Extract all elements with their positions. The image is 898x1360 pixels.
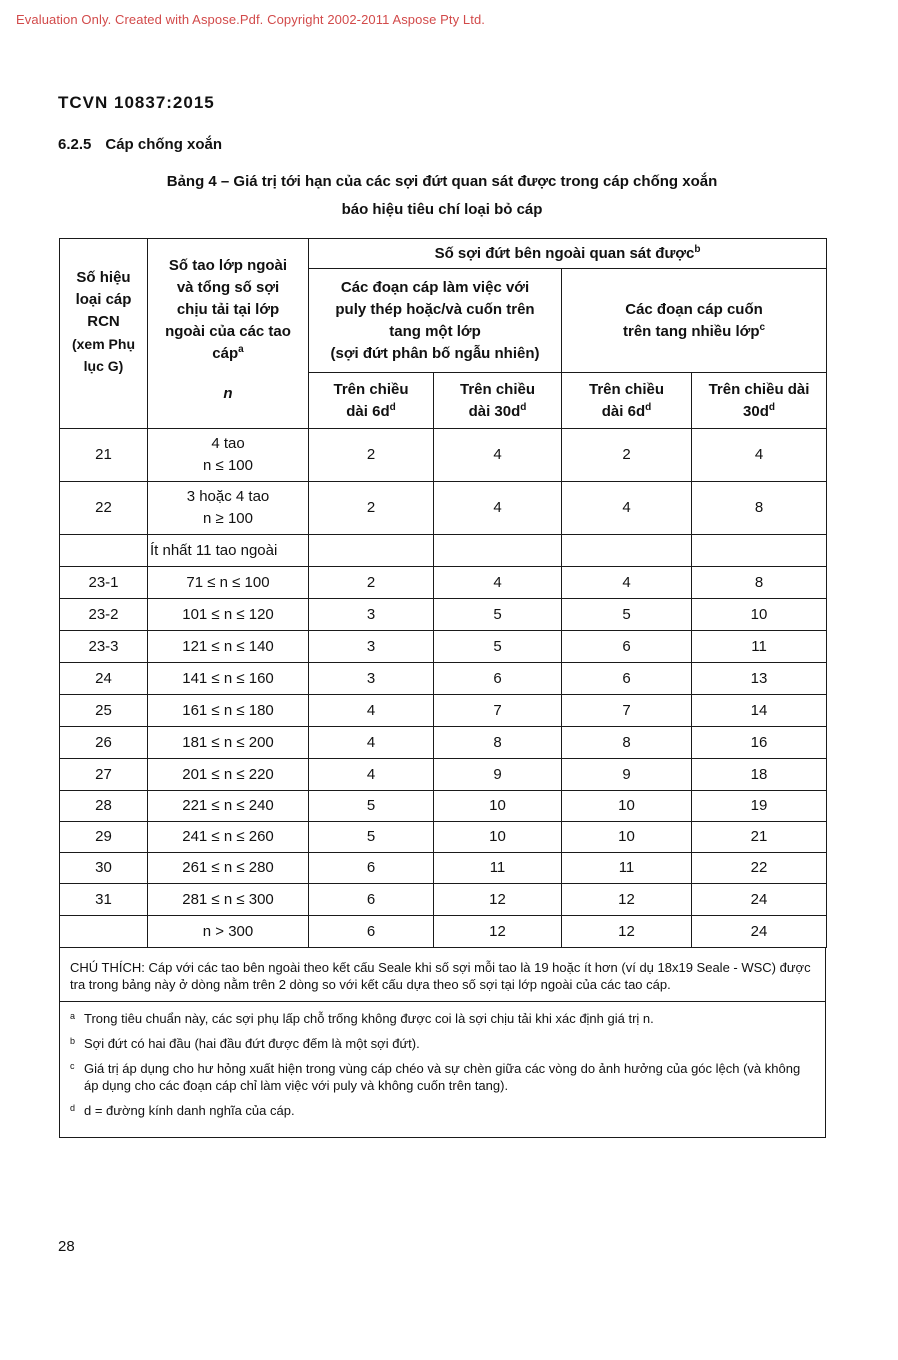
cell-wire-count-line: Ít nhất 11 tao ngoài xyxy=(150,541,278,559)
page-number: 28 xyxy=(58,1238,75,1255)
cell-broken-wires: 7 xyxy=(562,695,692,727)
header-strands-line: và tổng số sợi xyxy=(176,279,280,296)
cell-broken-wires: 4 xyxy=(434,482,562,535)
table-row xyxy=(60,482,827,535)
cell-broken-wires xyxy=(692,535,827,567)
cell-broken-wires: 13 xyxy=(692,663,827,695)
header-rcn-sub: lục G) xyxy=(83,358,124,374)
cell-broken-wires: 11 xyxy=(692,631,827,663)
cell-broken-wires xyxy=(309,535,434,567)
cell-wire-count xyxy=(148,663,309,695)
cell-rcn: 23-2 xyxy=(60,599,148,631)
header-strands-line: ngoài của các tao xyxy=(165,323,291,340)
cell-rcn: 30 xyxy=(60,853,148,884)
cell-broken-wires: 6 xyxy=(562,631,692,663)
cell-broken-wires: 11 xyxy=(562,853,692,884)
cell-broken-wires: 8 xyxy=(562,727,692,759)
cell-wire-count-line: 101 ≤ n ≤ 120 xyxy=(182,605,274,623)
cell-broken-wires: 4 xyxy=(562,567,692,599)
header-length-30d-single: Trên chiều dài $30d^d$ xyxy=(434,373,562,429)
cell-broken-wires: 10 xyxy=(692,599,827,631)
cell-broken-wires: 5 xyxy=(434,599,562,631)
cell-wire-count xyxy=(148,853,309,884)
cell-wire-count-line: 201 ≤ n ≤ 220 xyxy=(182,765,274,783)
cell-broken-wires: 2 xyxy=(309,429,434,482)
cell-wire-count xyxy=(148,429,309,482)
header-strands-line: chịu tải tại lớp xyxy=(176,301,280,318)
cell-wire-count-line: 261 ≤ n ≤ 280 xyxy=(182,859,274,876)
cell-rcn: 26 xyxy=(60,727,148,759)
cell-broken-wires: 19 xyxy=(692,791,827,822)
section-title: Cáp chống xoắn xyxy=(105,136,223,153)
cell-wire-count xyxy=(148,535,309,567)
cell-rcn: 25 xyxy=(60,695,148,727)
header-rcn-line: RCN xyxy=(87,313,120,330)
footnote-text: Giá trị áp dụng cho hư hỏng xuất hiện trong vùng cáp chéo và sự chèn giữa các vòng do ảnh hưởng của góc lệch (và không áp dụng cho các đoạn cáp chỉ làm việc với puly và không cuốn trên tang). xyxy=(84,1061,801,1093)
cell-wire-count xyxy=(148,695,309,727)
cell-wire-count xyxy=(148,482,309,535)
cell-broken-wires: 6 xyxy=(309,853,434,884)
table-row xyxy=(60,663,827,695)
cell-broken-wires: 4 xyxy=(309,727,434,759)
cell-broken-wires: 2 xyxy=(309,482,434,535)
cell-broken-wires: 5 xyxy=(309,822,434,853)
cell-broken-wires: 12 xyxy=(434,916,562,948)
cell-broken-wires: 4 xyxy=(309,695,434,727)
table-row xyxy=(60,631,827,663)
cell-broken-wires: 10 xyxy=(434,791,562,822)
table-row xyxy=(60,822,827,853)
cell-broken-wires: 10 xyxy=(434,822,562,853)
cell-broken-wires: 3 xyxy=(309,631,434,663)
footnote xyxy=(70,1102,815,1119)
header-multi-layer: Các đoạn cáp cuốn trên tang nhiều lớp$^c$ xyxy=(562,269,827,373)
cell-broken-wires: 9 xyxy=(434,759,562,791)
cell-broken-wires: 10 xyxy=(562,791,692,822)
cell-broken-wires: 6 xyxy=(309,916,434,948)
notes-box xyxy=(59,947,826,1138)
cell-wire-count xyxy=(148,791,309,822)
cell-broken-wires: 18 xyxy=(692,759,827,791)
cell-broken-wires: 4 xyxy=(562,482,692,535)
standard-code: TCVN 10837:2015 xyxy=(58,93,215,112)
cell-wire-count xyxy=(148,599,309,631)
cell-broken-wires: 8 xyxy=(692,567,827,599)
table-row xyxy=(60,916,827,948)
cell-broken-wires: 6 xyxy=(434,663,562,695)
cell-wire-count-line: 221 ≤ n ≤ 240 xyxy=(182,797,274,814)
footnote-text: Sợi đứt có hai đầu (hai đầu đứt được đếm là một sợi đứt). xyxy=(84,1036,420,1051)
footnote xyxy=(70,1010,815,1027)
cell-rcn: 27 xyxy=(60,759,148,791)
cell-broken-wires: 4 xyxy=(434,429,562,482)
cell-wire-count-line: 181 ≤ n ≤ 200 xyxy=(182,733,274,751)
cell-wire-count-line: 281 ≤ n ≤ 300 xyxy=(182,890,274,908)
cell-broken-wires: 24 xyxy=(692,884,827,916)
broken-wire-table xyxy=(59,238,827,948)
cell-broken-wires: 5 xyxy=(434,631,562,663)
cell-broken-wires: 4 xyxy=(434,567,562,599)
cell-broken-wires: 3 xyxy=(309,599,434,631)
cell-broken-wires: 8 xyxy=(434,727,562,759)
cell-broken-wires: 5 xyxy=(562,599,692,631)
cell-rcn xyxy=(60,535,148,567)
table-row xyxy=(60,599,827,631)
cell-broken-wires: 9 xyxy=(562,759,692,791)
cell-broken-wires: 22 xyxy=(692,853,827,884)
cell-broken-wires: 4 xyxy=(692,429,827,482)
cell-broken-wires: 7 xyxy=(434,695,562,727)
cell-wire-count xyxy=(148,631,309,663)
footnote-text: Trong tiêu chuẩn này, các sợi phụ lấp chỗ trống không được coi là sợi chịu tải khi xác định giá trị n. xyxy=(84,1011,654,1026)
cell-wire-count xyxy=(148,727,309,759)
cell-broken-wires xyxy=(562,535,692,567)
cell-wire-count-line: n ≥ 100 xyxy=(203,510,253,527)
table-row xyxy=(60,759,827,791)
cell-rcn: 22 xyxy=(60,482,148,535)
cell-wire-count-line: 3 hoặc 4 tao xyxy=(186,488,270,505)
header-rcn-line: loại cáp xyxy=(75,291,132,308)
footnote-marker: d xyxy=(70,1103,76,1113)
cell-broken-wires: 6 xyxy=(562,663,692,695)
cell-broken-wires: 2 xyxy=(309,567,434,599)
cell-wire-count-line: 71 ≤ n ≤ 100 xyxy=(186,573,270,591)
table-row xyxy=(60,567,827,599)
cell-broken-wires: 21 xyxy=(692,822,827,853)
footnote-text: d = đường kính danh nghĩa của cáp. xyxy=(84,1103,295,1118)
cell-broken-wires: 8 xyxy=(692,482,827,535)
cell-broken-wires: 2 xyxy=(562,429,692,482)
cell-broken-wires: 12 xyxy=(434,884,562,916)
cell-broken-wires: 12 xyxy=(562,884,692,916)
cell-wire-count xyxy=(148,916,309,948)
cell-wire-count xyxy=(148,822,309,853)
footnote-marker: c xyxy=(70,1061,75,1071)
cell-broken-wires: 11 xyxy=(434,853,562,884)
cell-wire-count-line: 4 tao xyxy=(211,435,245,452)
cell-broken-wires: 6 xyxy=(309,884,434,916)
cell-wire-count-line: n > 300 xyxy=(202,922,254,940)
table-row xyxy=(60,884,827,916)
cell-rcn: 23-3 xyxy=(60,631,148,663)
cell-wire-count xyxy=(148,567,309,599)
header-strands-line: Số tao lớp ngoài xyxy=(168,257,288,274)
footnote-list xyxy=(60,1002,825,1137)
cell-rcn: 23-1 xyxy=(60,567,148,599)
cell-broken-wires: 5 xyxy=(309,791,434,822)
table-row xyxy=(60,695,827,727)
footnote-marker: a xyxy=(70,1011,76,1021)
cell-broken-wires: 3 xyxy=(309,663,434,695)
cell-broken-wires: 4 xyxy=(309,759,434,791)
cell-wire-count-line: 241 ≤ n ≤ 260 xyxy=(182,828,274,845)
cell-rcn: 21 xyxy=(60,429,148,482)
table-row xyxy=(60,429,827,482)
table-caption-line-2: báo hiệu tiêu chí loại bỏ cáp xyxy=(341,201,543,218)
header-length-6d-multi: Trên chiều dài $6d^d$ xyxy=(562,373,692,429)
table-note: CHÚ THÍCH: Cáp với các tao bên ngoài theo kết cấu Seale khi số sợi mỗi tao là 19 hoặc ít hơn (ví dụ 18x19 Seale - WSC) được tra trong bảng này ở dòng nằm trên 2 dòng so với kết cấu dựa theo số sợi tại lớp ngoài của các tao cáp. xyxy=(60,947,825,1002)
header-strands-line: cáp$^a$ xyxy=(212,344,244,362)
cell-wire-count xyxy=(148,759,309,791)
footnote xyxy=(70,1060,815,1094)
cell-wire-count-line: 121 ≤ n ≤ 140 xyxy=(182,637,274,655)
header-group: Số sợi đứt bên ngoài quan sát được$^b$ xyxy=(309,239,827,269)
cell-broken-wires: 12 xyxy=(562,916,692,948)
table-caption-line-1: Bảng 4 – Giá trị tới hạn của các sợi đứt quan sát được trong cáp chống xoắn xyxy=(166,173,718,190)
table-row xyxy=(60,535,827,567)
cell-broken-wires xyxy=(434,535,562,567)
table-row xyxy=(60,853,827,884)
section-number: 6.2.5 xyxy=(58,136,92,153)
cell-wire-count-line: n ≤ 100 xyxy=(203,457,253,474)
cell-rcn: 24 xyxy=(60,663,148,695)
header-rcn-sub: (xem Phụ xyxy=(71,336,135,352)
cell-rcn: 28 xyxy=(60,791,148,822)
cell-rcn: 31 xyxy=(60,884,148,916)
header-length-6d-single: Trên chiều dài $6d^d$ xyxy=(309,373,434,429)
cell-broken-wires: 16 xyxy=(692,727,827,759)
cell-broken-wires: 14 xyxy=(692,695,827,727)
cell-rcn xyxy=(60,916,148,948)
cell-broken-wires: 24 xyxy=(692,916,827,948)
header-n-symbol: n xyxy=(223,385,233,402)
watermark-text: Evaluation Only. Created with Aspose.Pdf. Copyright 2002-2011 Aspose Pty Ltd. xyxy=(16,12,485,27)
footnote-marker: b xyxy=(70,1036,76,1046)
cell-broken-wires: 10 xyxy=(562,822,692,853)
header-rcn xyxy=(60,239,148,429)
header-rcn-line: Số hiệu xyxy=(76,269,131,286)
cell-wire-count xyxy=(148,884,309,916)
table-row xyxy=(60,791,827,822)
header-strands xyxy=(148,239,309,429)
header-single-layer: Các đoạn cáp làm việc với puly thép hoặc/và cuốn trên tang một lớp (sợi đứt phân bố ngẫu nhiên) xyxy=(309,269,562,373)
cell-wire-count-line: 161 ≤ n ≤ 180 xyxy=(182,701,274,719)
header-length-30d-multi: Trên chiều dài $30d^d$ xyxy=(692,373,827,429)
section-heading xyxy=(58,136,222,153)
cell-wire-count-line: 141 ≤ n ≤ 160 xyxy=(182,669,274,687)
footnote xyxy=(70,1035,815,1052)
cell-rcn: 29 xyxy=(60,822,148,853)
table-row xyxy=(60,727,827,759)
